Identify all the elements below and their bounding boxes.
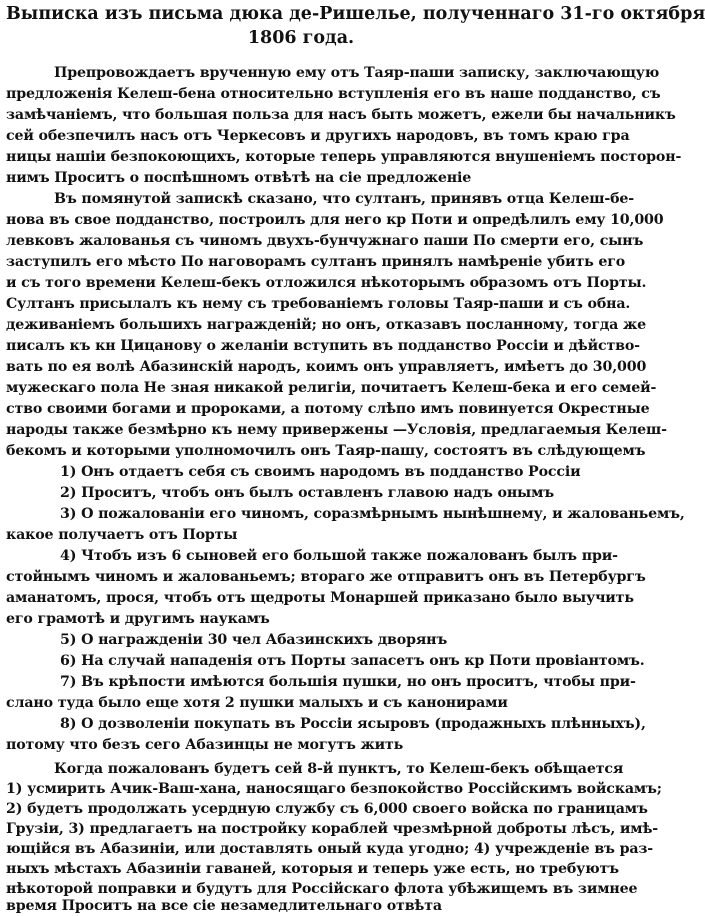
list-item-line: какое получаетъ отъ Порты <box>6 527 238 543</box>
list-item-line: 5) О награжденіи 30 чел Абазинскихъ дворянъ <box>60 632 448 648</box>
paragraph-line: и съ того времени Келеш-бекъ отложился нѣкоторымъ образомъ отъ Порты. <box>6 275 647 291</box>
paragraph-line: Въ помянутой запискѣ сказано, что султанъ, принявъ отца Келеш-бе- <box>54 191 635 207</box>
paragraph-line: Грузіи, 3) предлагаетъ на постройку кораблей чрезмѣрной доброты лѣсъ, имѣ- <box>6 821 659 837</box>
list-item-line: 3) О пожалованіи его чиномъ, соразмѣрнымъ нынѣшнему, и жалованьемъ, <box>60 506 685 522</box>
list-item-line: его грамотѣ и другимъ наукамъ <box>6 611 270 627</box>
paragraph-line: мужескаго пола Не зная никакой религіи, почитаетъ Келеш-бека и его семей- <box>6 380 657 396</box>
paragraph-line: Султанъ присылалъ къ нему съ требованіемъ головы Таяр-паши и съ обна. <box>6 296 631 312</box>
paragraph-line: предложенія Келеш-бена относительно вступленія его въ наше подданство, съ <box>6 86 661 102</box>
paragraph-line: вать по ея волѣ Абазинскій народъ, коимъ онъ управляетъ, имѣетъ до 30,000 <box>6 359 647 375</box>
list-item-line: аманатомъ, прося, чтобъ отъ щедроты Монаршей приказано было выучить <box>6 590 634 606</box>
list-item-line: 8) О дозволеніи покупать въ Россіи ясыровъ (продажныхъ плѣнныхъ), <box>60 716 646 732</box>
paragraph-line: Препровождаетъ врученную ему отъ Таяр-паши записку, заключающую <box>54 65 660 81</box>
paragraph-line: ющійся въ Абазиніи, или доставлять оный куда угодно; 4) учрежденіе въ раз- <box>6 841 654 857</box>
paragraph-line: левковъ жалованья съ чиномъ двухъ-бунчужнаго паши По смерти его, сынъ <box>6 233 644 249</box>
list-item-line: слано туда было еще хотя 2 пушки малыхъ и съ канонирами <box>6 695 508 711</box>
paragraph-line: нимъ Проситъ о поспѣшномъ отвѣтѣ на сіе предложеніе <box>6 170 472 186</box>
paragraph-line: время Проситъ на все сіе незамедлительнаго отвѣта <box>6 898 442 914</box>
paragraph-line: замѣчаніемъ, что большая польза для насъ быть можетъ, ежели бы начальникъ <box>6 107 676 123</box>
paragraph-line: ныхъ мѣстахъ Абазиніи гаваней, которыя и теперь уже есть, но требуютъ <box>6 861 619 877</box>
paragraph-line: Когда пожалованъ будетъ сей 8-й пунктъ, то Келеш-бекъ обѣщается <box>54 761 624 777</box>
paragraph-line: 1) усмирить Ачик-Ваш-хана, наносящаго безпокойство Россійскимъ войскамъ; <box>6 781 662 797</box>
paragraph-line: заступилъ его мѣсто По наговорамъ султанъ принялъ намѣреніе убить его <box>6 254 626 270</box>
document-title-line-1: Выписка изъ письма дюка де-Ришелье, полученнаго 31-го октября <box>6 4 705 24</box>
list-item-line: стойнымъ чиномъ и жалованьемъ; втораго же отправитъ онъ въ Петербургъ <box>6 569 646 585</box>
paragraph-line: народы также безмѣрно къ нему привержены —Условія, предлагаемыя Келеш- <box>6 422 667 438</box>
list-item-line: 4) Чтобъ изъ 6 сыновей его большой также пожалованъ былъ при- <box>60 548 618 564</box>
paragraph-line: сей обезпечилъ насъ отъ Черкесовъ и другихъ народовъ, въ томъ краю гра <box>6 128 630 144</box>
list-item-line: 1) Онъ отдаетъ себя съ своимъ народомъ въ подданство Россіи <box>60 464 581 480</box>
paragraph-line: писалъ къ кн Цицанову о желаніи вступить въ подданство Россіи и дѣйство- <box>6 338 640 354</box>
paragraph-line: ницы нашіи безпокоющихъ, которые теперь управляются внушеніемъ посторон- <box>6 149 682 165</box>
list-item-line: 2) Проситъ, чтобъ онъ былъ оставленъ главою надъ онымъ <box>60 485 555 501</box>
paragraph-line: ство своими богами и пророками, а потому слѣпо имъ повинуется Окрестные <box>6 401 650 417</box>
document-title-line-2: 1806 года. <box>247 28 355 48</box>
paragraph-line: нѣкоторой поправки и будутъ для Россійскаго флота убѣжищемъ въ зимнее <box>6 881 638 897</box>
paragraph-line: бекомъ и которыми уполномочилъ онъ Таяр-пашу, состоятъ въ слѣдующемъ <box>6 443 646 459</box>
paragraph-line: нова въ свое подданство, построилъ для него кр Поти и опредѣлилъ ему 10,000 <box>6 212 664 228</box>
list-item-line: 6) На случай нападенія отъ Порты запасетъ онъ кр Поти провіантомъ. <box>60 653 645 669</box>
paragraph-line: 2) будетъ продолжать усердную службу съ 6,000 своего войска по границамъ <box>6 801 648 817</box>
list-item-line: потому что безъ сего Абазинцы не могутъ жить <box>6 737 404 753</box>
list-item-line: 7) Въ крѣпости имѣются большія пушки, но онъ проситъ, чтобы при- <box>60 674 636 690</box>
paragraph-line: деживаніемъ большихъ награжденій; но онъ, отказавъ посланному, тогда же <box>6 317 647 333</box>
